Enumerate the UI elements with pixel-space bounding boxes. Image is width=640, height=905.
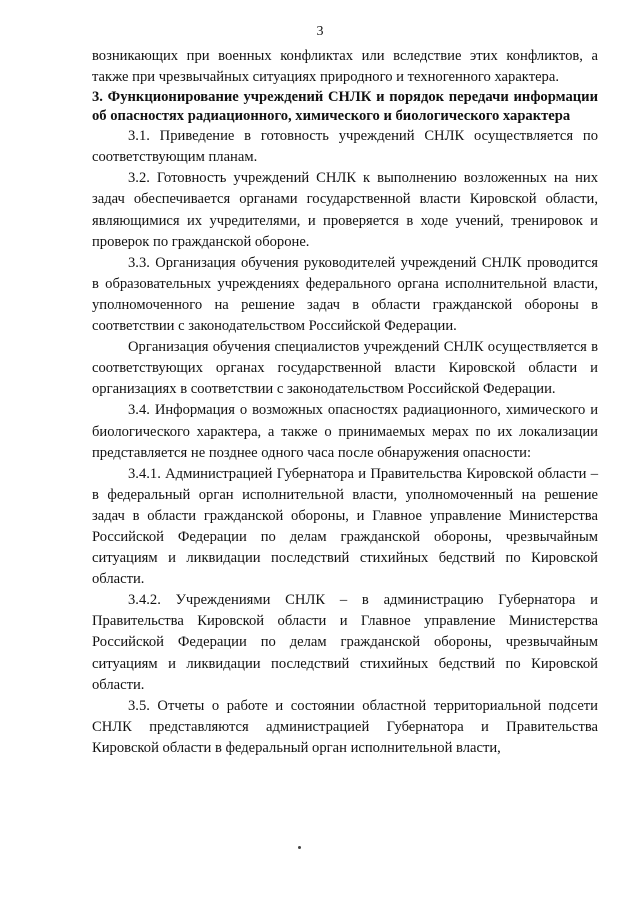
paragraph-training-specialists: Организация обучения специалистов учреждений СНЛК осуществляется в соответствующих органах государственной власти Кировской области и организациях в соответствии с законодательством Российской Федерации. (92, 339, 598, 398)
paragraph-3-2: 3.2. Готовность учреждений СНЛК к выполнению возложенных на них задач обеспечивается органами государственной власти Кировской области, являющимися их учредителями, и проверяется в ходе учений, тренировок и проверок по гражданской обороне. (92, 170, 598, 250)
document-body (92, 46, 598, 759)
page-number: 3 (316, 24, 324, 39)
paragraph-3-5: 3.5. Отчеты о работе и состоянии областной территориальной подсети СНЛК представляются администрацией Губернатора и Правительства Кировской области в федеральный орган исполнительной власти, (92, 697, 598, 756)
paragraph-3-4-1: 3.4.1. Администрацией Губернатора и Правительства Кировской области – в федеральный орган исполнительной власти, уполномоченный на решение задач в области гражданской обороны, и Главное управление Министерства Российской Федерации по делам гражданской обороны, чрезвычайным ситуациям и ликвидации последствий стихийных бедствий по Кировской области. (92, 465, 598, 588)
scan-speck (298, 846, 301, 849)
section-heading: 3. Функционирование учреждений СНЛК и порядок передачи информации об опасностях радиационного, химического и биологического характера (92, 89, 598, 125)
paragraph-3-3: 3.3. Организация обучения руководителей учреждений СНЛК проводится в образовательных учреждениях федерального органа исполнительной власти, уполномоченного на решение задач в области гражданской обороны в соответствии с законодательством Российской Федерации. (92, 254, 598, 335)
paragraph-3-4: 3.4. Информация о возможных опасностях радиационного, химического и биологического характера, а также о принимаемых мерах по их локализации представляется не позднее одного часа после обнаружения опасности: (92, 402, 598, 461)
paragraph-3-1: 3.1. Приведение в готовность учреждений СНЛК осуществляется по соответствующим планам. (92, 128, 598, 166)
paragraph-continuation: возникающих при военных конфликтах или вследствие этих конфликтов, а также при чрезвычайных ситуациях природного и техногенного характера. (92, 48, 598, 86)
paragraph-3-4-2: 3.4.2. Учреждениями СНЛК – в администрацию Губернатора и Правительства Кировской области и Главное управление Министерства Российской Федерации по делам гражданской обороны, чрезвычайным ситуациям и ликвидации последствий стихийных бедствий по Кировской области. (92, 592, 598, 693)
